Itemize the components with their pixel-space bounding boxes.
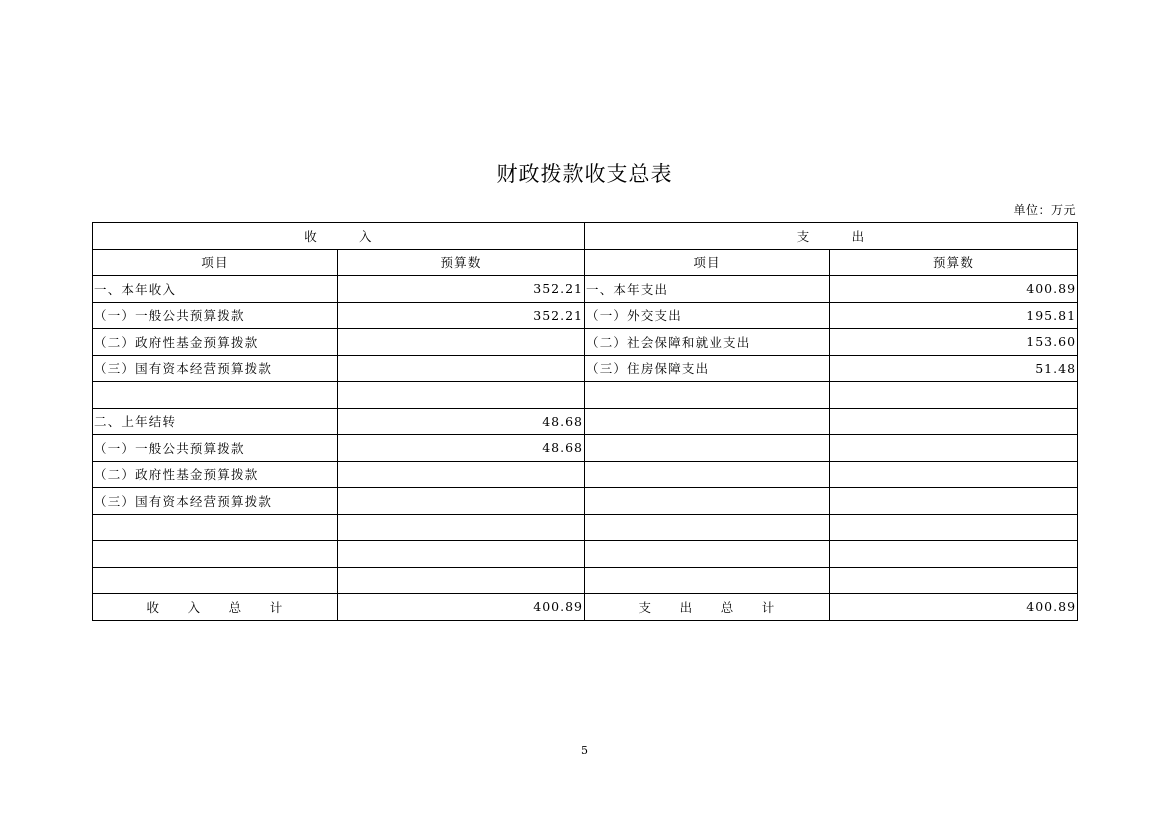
- income-item-cell: 二、上年结转: [93, 408, 338, 435]
- expense-item-cell: [585, 461, 830, 488]
- income-value-cell: [338, 329, 585, 356]
- expense-item-cell: 一、本年支出: [585, 276, 830, 303]
- table-row: [93, 461, 1078, 488]
- table-row: [93, 488, 1078, 515]
- income-value-cell: [338, 567, 585, 594]
- income-value-cell: [338, 382, 585, 409]
- income-value-cell: 352.21: [338, 276, 585, 303]
- unit-label: 单位：万元: [1013, 203, 1076, 217]
- expense-total-value: 400.89: [830, 594, 1078, 621]
- income-item-cell: （一）一般公共预算拨款: [93, 302, 338, 329]
- income-item-cell: （三）国有资本经营预算拨款: [93, 355, 338, 382]
- fiscal-budget-table: [92, 222, 1078, 621]
- expense-section-header: 支 出: [585, 223, 1078, 250]
- income-value-cell: [338, 488, 585, 515]
- income-item-cell: [93, 514, 338, 541]
- expense-value-cell: [830, 514, 1078, 541]
- income-value-cell: 48.68: [338, 408, 585, 435]
- expense-item-cell: [585, 435, 830, 462]
- expense-item-header: 项目: [585, 249, 830, 276]
- expense-total-label: 支 出 总 计: [585, 594, 830, 621]
- table-row: [93, 567, 1078, 594]
- expense-item-cell: [585, 488, 830, 515]
- income-value-cell: 48.68: [338, 435, 585, 462]
- income-section-header: 收 入: [93, 223, 585, 250]
- expense-value-cell: [830, 567, 1078, 594]
- expense-item-cell: [585, 514, 830, 541]
- totals-row: [93, 594, 1078, 621]
- income-item-cell: 一、本年收入: [93, 276, 338, 303]
- expense-item-cell: （二）社会保障和就业支出: [585, 329, 830, 356]
- income-value-cell: 352.21: [338, 302, 585, 329]
- expense-value-cell: [830, 541, 1078, 568]
- income-value-cell: [338, 514, 585, 541]
- income-total-value: 400.89: [338, 594, 585, 621]
- expense-value-cell: [830, 435, 1078, 462]
- table-row: [93, 514, 1078, 541]
- income-item-cell: （二）政府性基金预算拨款: [93, 461, 338, 488]
- income-item-cell: [93, 382, 338, 409]
- expense-item-cell: [585, 382, 830, 409]
- page-number: 5: [581, 744, 588, 757]
- income-item-cell: （一）一般公共预算拨款: [93, 435, 338, 462]
- page-title: 财政拨款收支总表: [496, 162, 673, 186]
- income-item-cell: （三）国有资本经营预算拨款: [93, 488, 338, 515]
- expense-value-cell: [830, 461, 1078, 488]
- column-header-row: [93, 249, 1078, 276]
- expense-value-cell: 195.81: [830, 302, 1078, 329]
- expense-item-cell: （一）外交支出: [585, 302, 830, 329]
- expense-budget-header: 预算数: [830, 249, 1078, 276]
- income-item-cell: [93, 541, 338, 568]
- expense-value-cell: 153.60: [830, 329, 1078, 356]
- income-value-cell: [338, 461, 585, 488]
- income-item-cell: （二）政府性基金预算拨款: [93, 329, 338, 356]
- table-row: [93, 276, 1078, 303]
- expense-item-cell: （三）住房保障支出: [585, 355, 830, 382]
- table-row: [93, 355, 1078, 382]
- expense-value-cell: [830, 488, 1078, 515]
- income-total-label: 收 入 总 计: [93, 594, 338, 621]
- section-header-row: [93, 223, 1078, 250]
- table-row: [93, 382, 1078, 409]
- income-value-cell: [338, 355, 585, 382]
- table-row: [93, 302, 1078, 329]
- income-item-header: 项目: [93, 249, 338, 276]
- expense-value-cell: [830, 408, 1078, 435]
- table-row: [93, 541, 1078, 568]
- income-value-cell: [338, 541, 585, 568]
- income-budget-header: 预算数: [338, 249, 585, 276]
- expense-item-cell: [585, 541, 830, 568]
- expense-value-cell: [830, 382, 1078, 409]
- table-row: [93, 435, 1078, 462]
- expense-value-cell: 51.48: [830, 355, 1078, 382]
- table-row: [93, 408, 1078, 435]
- expense-item-cell: [585, 408, 830, 435]
- table-row: [93, 329, 1078, 356]
- income-item-cell: [93, 567, 338, 594]
- expense-item-cell: [585, 567, 830, 594]
- expense-value-cell: 400.89: [830, 276, 1078, 303]
